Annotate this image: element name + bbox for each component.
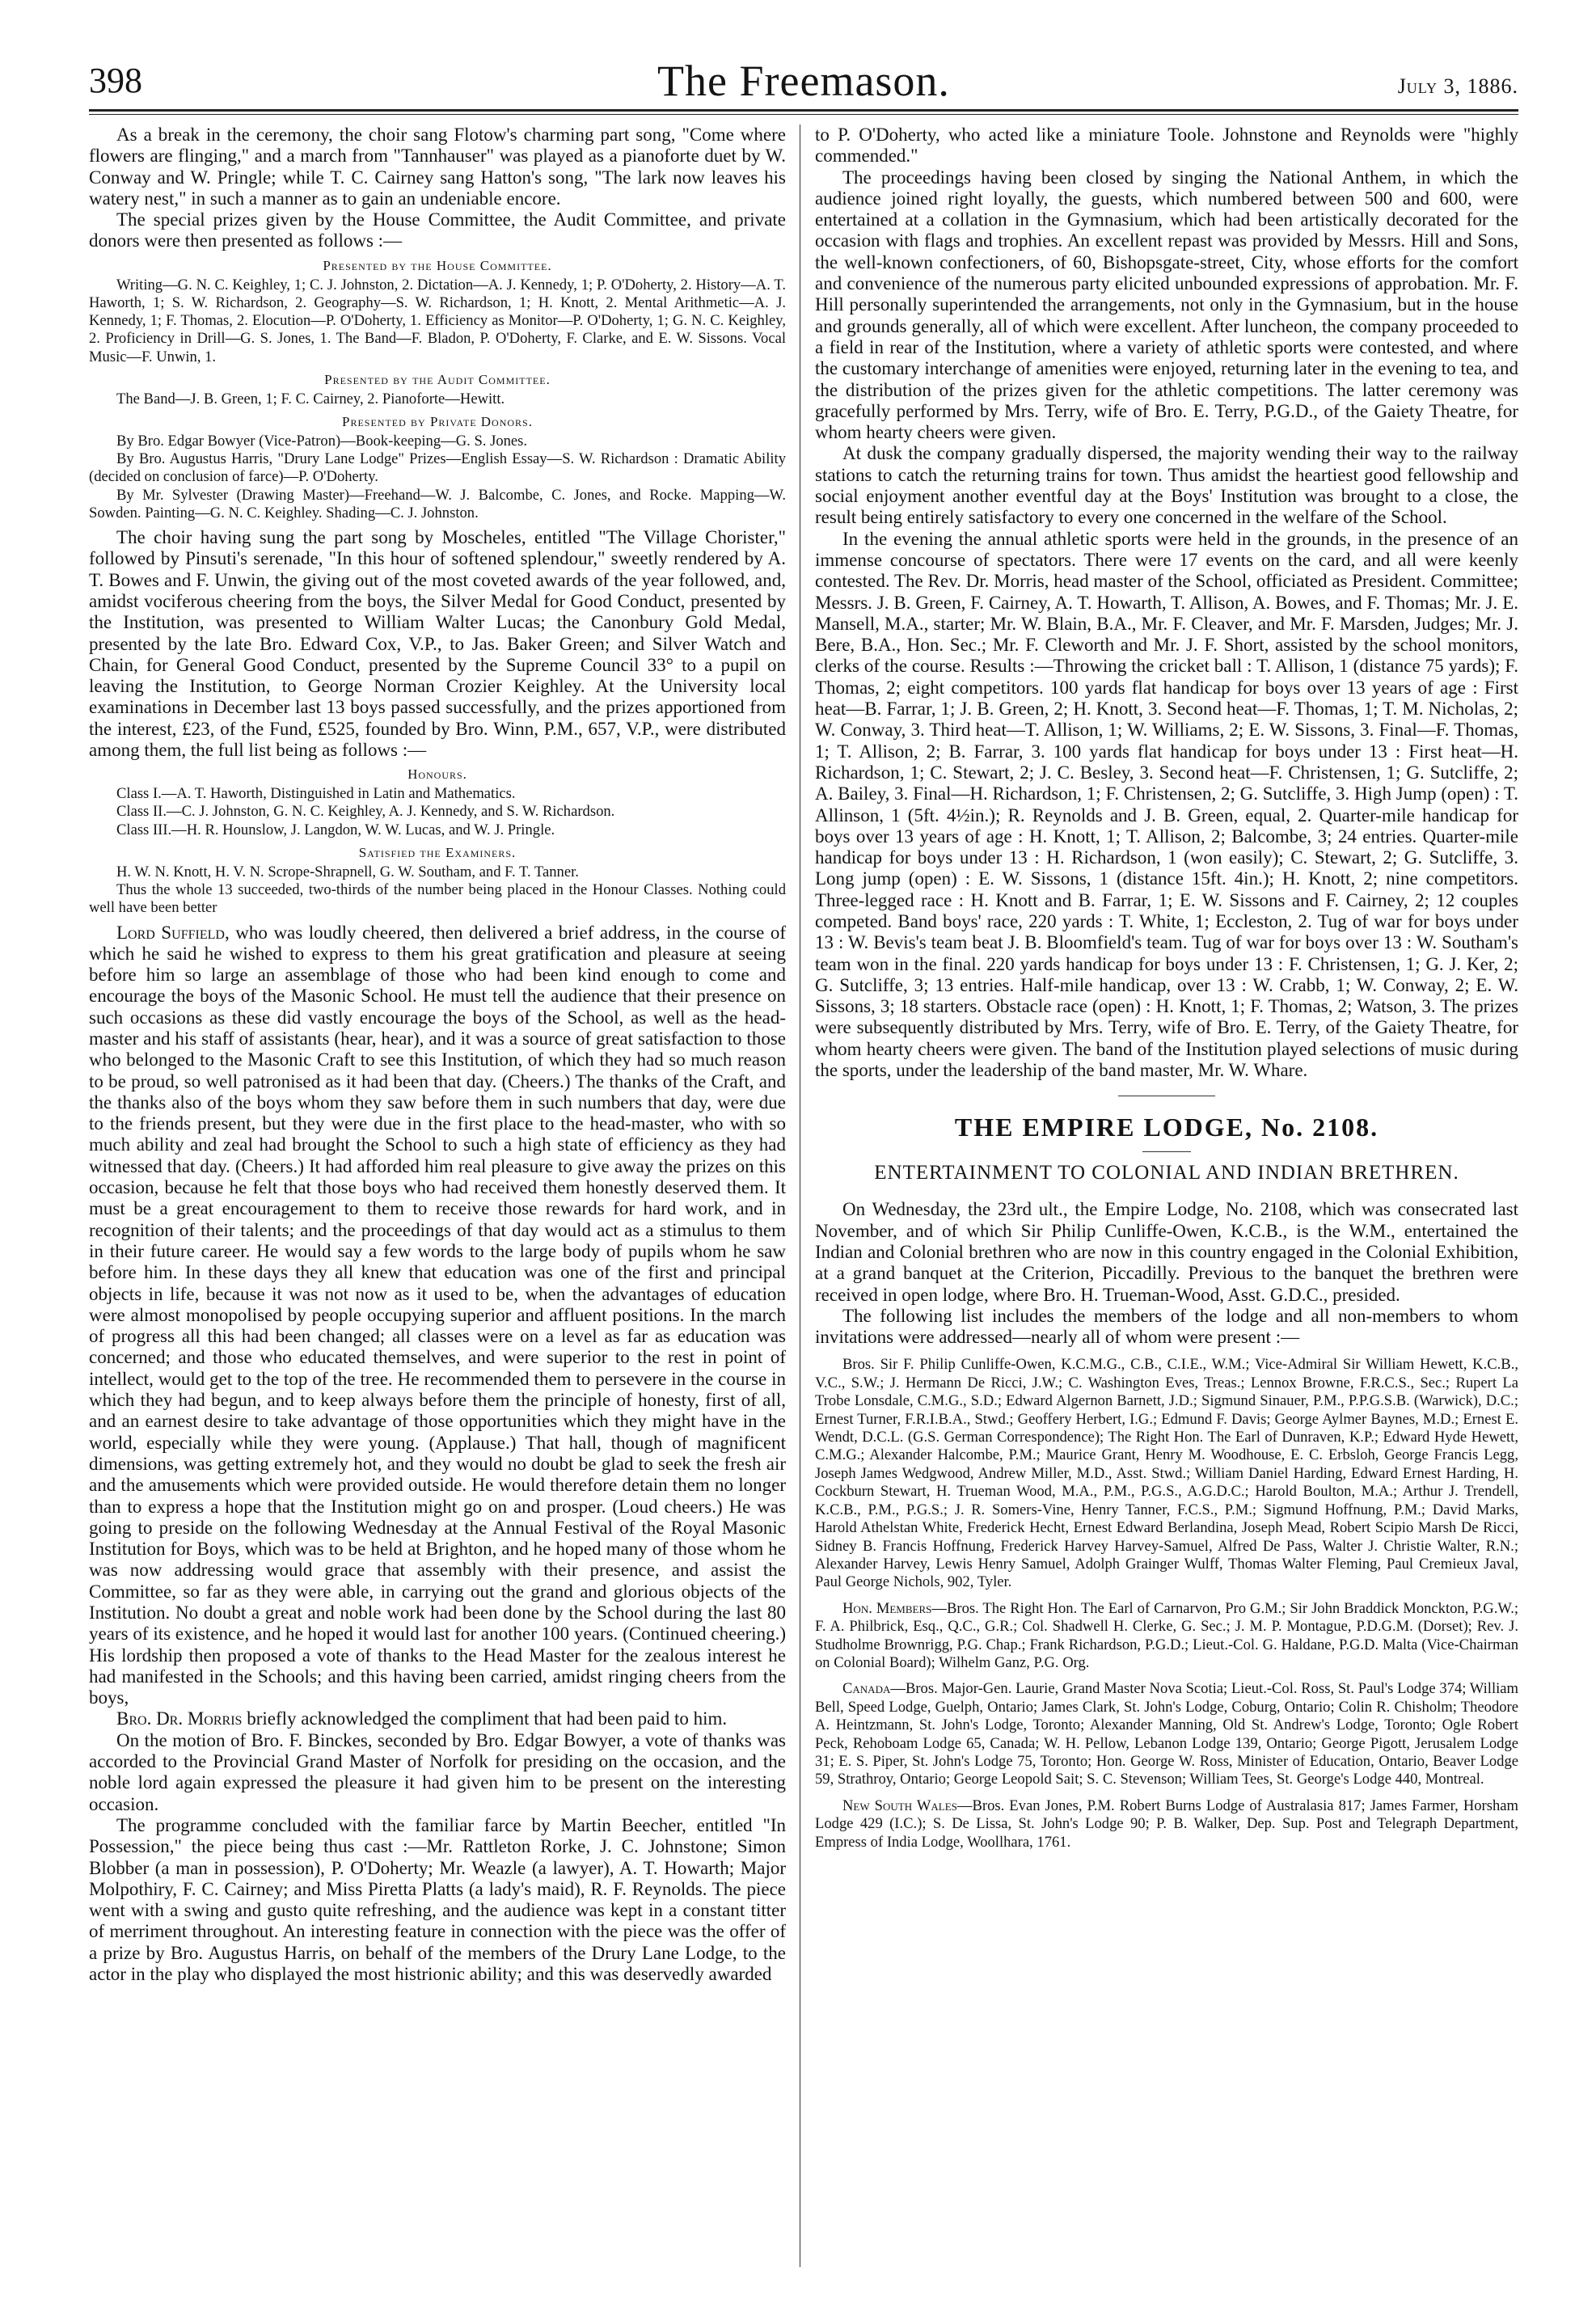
hon-members-list: —Bros. The Right Hon. The Earl of Carnarvon, Pro G.M.; Sir John Braddick Monckton, P.G.W.; F. A. Philbrick, Esq., Q.C., G.R.; Col. Shadwell H. Clerke, G. Sec.; J. M. P. Montague, P.D.G.M. (Dorset); Rev. J. Studholme Brownrigg, P.G. Chap.; Frank Richardson, P.G.D.; Lieut.-Col. G. Haldane, P.G.D. Malta (Vice-Chairman on Colonial Board); Wilhelm Ganz, P.G. Org. (815, 1599, 1519, 1671)
section-rule-short (1142, 1151, 1191, 1152)
hon-members-paragraph (815, 1600, 1518, 1673)
house-committee-heading: Presented by the House Committee. (323, 257, 552, 273)
private-donors-heading: Presented by Private Donors. (342, 414, 533, 429)
canada-paragraph (815, 1680, 1518, 1788)
proceedings-paragraph: The proceedings having been closed by singing the National Anthem, in which the audience joined right loyally, the guests, which numbered between 500 and 600, were entertained at a collation in the Gymnasium, which had been artistically decorated for the occasion with flags and trophies. An excellent repast was provided by Messrs. Hill and Sons, the well-known confectioners, of 60, Bishopsgate-street, City, whose efforts for the comfort and convenience of the numerous party elicited unbounded expressions of approbation. Mr. F. Hill personally superintended the arrangements, not only in the Gymnasium, but in the house and grounds generally, all of which were excellent. After luncheon, the company proceeded to a field in rear of the Institution, where a variety of athletic sports were contested, and where the customary interchange of amenities were enjoyed, returning later in the evening to tea, and the distribution of the prizes given for the athletic competitions. The latter ceremony was gracefully performed by Mrs. Terry, wife of Bro. E. Terry, P.G.D., of the Gaiety Theatre, for whom hearty cheers were given. (815, 167, 1518, 443)
intro-paragraph: As a break in the ceremony, the choir sang Flotow's charming part song, "Come where flowers are flinging," and a march from "Tannhauser" was played as a pianoforte duet by W. Conway and W. Pringle; while T. C. Cairney sang Hatton's song, "The lark now leaves his watery nest," in such a manner as to gain an undeniable encore. (89, 125, 786, 209)
honours-item: Class III.—H. R. Hounslow, J. Langdon, W. W. Lucas, and W. J. Pringle. (116, 821, 555, 838)
header-rule (89, 109, 1518, 112)
dusk-paragraph: At dusk the company gradually dispersed, the majority wending their way to the railway stations to catch the returning trains for town. Thus amidst the heartiest good fellowship and social enjoyment another eventful day at the Boys' Institution was brought to a close, the result being entirely satisfactory to every one concerned in the welfare of the School. (815, 443, 1518, 528)
empire-lodge-heading: THE EMPIRE LODGE, No. 2108. (954, 1113, 1379, 1142)
list-label: Canada (842, 1680, 891, 1698)
members-list: Bros. Sir F. Philip Cunliffe-Owen, K.C.M.G., C.B., C.I.E., W.M.; Vice-Admiral Sir William Hewett, K.C.B., V.C., S.W.; J. Hermann De Ricci, J.W.; C. Washington Eves, Treas.; Lennox Browne, F.R.C.S., Sec.; Rupert La Trobe Lonsdale, C.M.G., S.D.; Edward Algernon Barnett, J.D.; Sigmund Sinauer, P.M., P.P.G.S.B. (Warwick), D.C.; Ernest Turner, F.R.I.B.A., Stwd.; Geoffery Herbert, I.G.; Edmund F. Davis; George Aylmer Baynes, M.D.; Ernest E. Wendt, D.C.L. (G.S. German Correspondence); The Right Hon. The Earl of Dunraven, K.P.; Edward Hyde Hewett, C.M.G.; Alexander Halcombe, P.M.; Maurice Grant, Henry M. Woodhouse, E. C. Erbsloh, George Francis Legg, Joseph James Wedgwood, Andrew Miller, M.D., Asst. Stwd.; William Daniel Harding, Edward Ernest Harding, H. Cockburn Stewart, H. Trueman Wood, M.A., P.M., P.G.S., A.G.D.C.; Harold Boulton, M.A.; Arthur J. Trendell, K.C.B., P.M., P.G.S.; J. R. Somers-Vine, Henry Tanner, F.C.S., P.M.; Sigmund Hoffnung, P.M.; David Marks, Harold Athelstan White, Frederick Hecht, Ernest Edward Berlandina, Joseph Mead, Robert Scipio Marsh De Ricci, Sidney B. Francis Hoffnung, Frederick Harvey Harvey-Samuel, Alfred De Pass, Walter J. Christie Walter, R.N.; Alexander Harvey, Lewis Henry Samuel, Adolph Grainger Wulff, Thomas Walter Fleming, Paul Cremieux Javal, Paul George Nichols, 902, Tyler. (815, 1356, 1518, 1591)
private-donor-item: By Bro. Augustus Harris, "Drury Lane Lodge" Prizes—English Essay—S. W. Richardson : Dramatic Ability (decided on conclusion of farce)—P. O'Doherty. (89, 450, 786, 486)
motion-paragraph: On the motion of Bro. F. Binckes, seconded by Bro. Edgar Bowyer, a vote of thanks was accorded to the Provincial Grand Master of Norfolk for presiding on the occasion, and the noble lord again expressed the pleasure it had given him to be present on the interesting occasion. (89, 1729, 786, 1814)
issue-date: July 3, 1886. (1397, 74, 1518, 98)
left-column (89, 125, 786, 1985)
satisfied-list: H. W. N. Knott, H. V. N. Scrope-Shrapnell, G. W. Southam, and F. T. Tanner. (116, 863, 579, 880)
list-label: Hon. Members (842, 1599, 932, 1617)
list-intro-paragraph: The following list includes the members of the lodge and all non-members to whom invitations were addressed—nearly all of whom were present :— (815, 1305, 1518, 1348)
audit-committee-list: The Band—J. B. Green, 1; F. C. Cairney, 2. Pianoforte—Hewitt. (116, 390, 505, 407)
choir-paragraph: The choir having sung the part song by Moscheles, entitled "The Village Chorister," followed by Pinsuti's serenade, "In this hour of softened splendour," sweetly rendered by A. T. Bowes and F. Unwin, the giving out of the most coveted awards of the year followed, and, amidst vociferous cheering from the boys, the Silver Medal for Good Conduct, presented by the Institution, was presented to William Walter Lucas; the Canonbury Gold Medal, presented by the late Bro. Edward Cox, V.P., to Jas. Baker Green; and Silver Watch and Chain, for General Good Conduct, presented by the Supreme Council 33° to a pupil on leaving the Institution, to George Norman Crozier Keighley. At the University local examinations in December last 13 boys passed successfully, and the prizes apportioned from the interest, £23, of the Fund, £525, founded by Bro. Winn, P.M., 657, V.P., were distributed among them, the full list being as follows :— (89, 527, 786, 760)
morris-paragraph (89, 1708, 786, 1729)
satisfied-heading: Satisfied the Examiners. (358, 844, 517, 860)
honours-item: Class I.—A. T. Haworth, Distinguished in Latin and Mathematics. (116, 785, 516, 803)
suffield-paragraph (89, 923, 786, 1709)
programme-paragraph: The programme concluded with the familiar farce by Martin Beecher, entitled "In Possession," the piece being thus cast :—Mr. Rattleton Rorke, J. C. Johnstone; Simon Blobber (a man in possession), P. O'Doherty; Mr. Weazle (a lawyer), A. T. Howarth; Major Molpothiry, F. C. Cairney; and Miss Piretta Platts (a lady's maid), R. F. Reynolds. The piece went with a swing and gusto quite refreshing, and the audience was kept in a constant titter of merriment throughout. An interesting feature in connection with the piece was the offer of a prize by Bro. Augustus Harris, on behalf of the members of the Drury Lane Lodge, to the actor in the play who displayed the most histrionic ability; and this was deservedly awarded (89, 1814, 786, 1985)
satisfied-note: Thus the whole 13 succeeded, two-thirds of the number being placed in the Honour Classes. Nothing could well have been better (89, 881, 786, 917)
continuation-paragraph: to P. O'Doherty, who acted like a miniature Toole. Johnstone and Reynolds were "highly commended." (815, 125, 1518, 167)
nsw-list: —Bros. Evan Jones, P.M. Robert Burns Lodge of Australasia 817; James Farmer, Horsham Lodge 429 (I.C.); S. De Lissa, St. John's Lodge 90; P. B. Walker, Dep. Sup. Post and Telegraph Department, Empress of India Lodge, Woollhara, 1761. (815, 1797, 1518, 1851)
list-label: New South Wales (842, 1797, 957, 1814)
page-header (89, 57, 1518, 107)
speaker-name: Bro. Dr. Morris (116, 1708, 243, 1729)
suffield-text: who was loudly cheered, then delivered a brief address, in the course of which he said he wished to express to them his great gratification and pleasure at seeing before him so large an assemblage of those who had been kind enough to come and encourage the boys of the Masonic School. He must tell the audience that their presence on such occasions as these did vastly encourage the boys of the School, as well as the head-master and his staff of assistants (hear, hear), and it was a source of great satisfaction to those who belonged to the Masonic Craft to see this Institution, of which they had so much reason to be proud, so well patronised as it had been that day. (Cheers.) The thanks of the Craft, and the thanks also of the boys whom they saw before them in such numbers that day, were due to the friends present, but they were due in the first place to the head-master, who with so much ability and zeal had brought the School to such a high state of efficiency as they had witnessed that day. (Cheers.) It had afforded him real pleasure to give away the prizes on this occasion, because he felt that those boys who had received them honestly deserved them. It must be a great encouragement to them to receive those rewards for hard work, and in recognition of their talents; and the proceedings of that day would act as a stimulus to them in their future career. He would say a few words to the large body of pupils whom he saw before him. In these days they all knew that education was one of the first and principal objects in life, because it was not now as it used to be, when the advantages of education were almost monopolised by people occupying superior and affluent positions. In the march of progress all this had been changed; all classes were on a level as far as education was concerned; and those who educated themselves, and were superior to the rest in point of intellect, would get to the top of the tree. He recommended them to persevere in the course in which they had begun, and to keep always before them the principle of honesty, first of all, and an earnest desire to take advantage of those opportunities which they might have in the world, especially while they were young. (Applause.) That hall, though of magnificent dimensions, was getting extremely hot, and they would no doubt be glad to seek the fresh air and the amusements which were provided outside. He would therefore detain them no longer than to express a hope that the Institution might go on and prosper. (Loud cheers.) He was going to preside on the following Wednesday at the Annual Festival of the Royal Masonic Institution for Boys, which was to be held at Brighton, and he hoped many of those whom he was now addressing would grace that assembly with their presence, and assist the Committee, so far as they were able, in carrying out the grand and glorious objects of the Institution. No doubt a great and noble work had been done by the School during the last 80 years of its existence, and he hoped it would last for another 100 years. (Continued cheering.) His lordship then proposed a vote of thanks to the Head Master for the zealous interest he had manifested in the Schools; and this having been carried, amidst ringing cheers from the boys, (89, 922, 787, 1708)
honours-item: Class II.—C. J. Johnston, G. N. C. Keighley, A. J. Kennedy, and S. W. Richardson. (116, 803, 615, 821)
honours-heading: Honours. (407, 766, 467, 783)
house-committee-list: Writing—G. N. C. Keighley, 1; C. J. Johnston, 2. Dictation—A. J. Kennedy, 1; P. O'Doherty, 2. History—A. T. Haworth, 1; S. W. Richardson, 2. Geography—S. W. Richardson, 1; H. Knott, 2. Mental Arithmetic—A. J. Kennedy, 1; F. Thomas, 2. Elocution—P. O'Doherty, 1. Efficiency as Monitor—P. O'Doherty, 1; G. N. C. Keighley, 2. Proficiency in Drill—G. S. Jones, 1. The Band—F. Bladon, P. O'Doherty, F. Clarke, and E. W. Sissons. Vocal Music—F. Unwin, 1. (89, 276, 786, 365)
empire-paragraph: On Wednesday, the 23rd ult., the Empire Lodge, No. 2108, which was consecrated last November, and of which Sir Philip Cunliffe-Owen, K.C.B., is the W.M., entertained the Indian and Colonial brethren who are now in this country engaged in the Colonial Exhibition, at a grand banquet at the Criterion, Piccadilly. Previous to the banquet the brethren were received in open lodge, where Bro. H. Trueman-Wood, Asst. G.D.C., presided. (815, 1199, 1518, 1305)
sports-paragraph: In the evening the annual athletic sports were held in the grounds, in the presence of an immense concourse of spectators. There were 17 events on the card, and all were keenly contested. The Rev. Dr. Morris, head master of the School, officiated as President. Committee; Messrs. J. B. Green, F. Cairney, A. T. Howarth, T. Allison, A. Bowes, and F. Thomas; Mr. J. E. Mansell, M.A., starter; Mr. W. Blain, B.A., Mr. F. Cleaver, and Mr. F. Marsden, Judges; Mr. J. Bere, B.A., Hon. Sec.; Mr. F. Cleworth and Mr. J. F. Short, assisted by the school monitors, clerks of the course. Results :—Throwing the cricket ball : T. Allison, 1 (distance 75 yards); F. Thomas, 2; eight competitors. 100 yards flat handicap for boys over 13 years of age : First heat—B. Farrar, 1; J. B. Green, 2; H. Knott, 3. Second heat—F. Thomas, 1; T. M. Nicholas, 2; W. Conway, 3. Third heat—T. Allison, 1; W. Williams, 2; E. W. Sissons, 3. Final—F. Thomas, 1; T. Allison, 2; B. Farrar, 3. 100 yards flat handicap for boys under 13 : First heat—H. Richardson, 1; C. Stewart, 2; J. C. Besley, 3. Second heat—F. Christensen, 1; G. Sutcliffe, 2; A. Bailey, 3. Final—H. Richardson, 1; F. Christensen, 2; G. Sutcliffe, 3. High Jump (open) : T. Allinson, 1 (5ft. 4½in.); R. Reynolds and J. B. Green, equal, 2. Quarter-mile handicap for boys over 13 years of age : H. Knott, 1; T. Allison, 2; Balcombe, 3; 24 entries. Quarter-mile handicap for boys under 13 : H. Richardson, 1 (won easily); C. Stewart, 2; G. Sutcliffe, 3. Long jump (open) : E. W. Sissons, 1 (distance 15ft. 4in.); H. Knott, 2; nine competitors. Three-legged race : H. Knott and B. Farrar, 1; E. W. Sissons and F. Cairney, 2; 12 couples competed. Band boys' race, 220 yards : T. White, 1; Eccleston, 2. Tug of war for boys under 13 : W. Bevis's team beat J. B. Bloomfield's team. Tug of war for boys over 13 : W. Southam's team won in the final. 220 yards handicap for boys under 13 : F. Christensen, 1; G. J. Ker, 2; G. Sutcliffe, 3; 13 entries. Half-mile handicap, over 13 : W. Crabb, 1; W. Conway, 2; E. W. Sissons, 3; 18 starters. Obstacle race (open) : H. Knott, 1; F. Thomas, 2; Watson, 3. The prizes were subsequently distributed by Mrs. Terry, wife of Bro. E. Terry, of the Gaiety Theatre, for whom hearty cheers were given. The band of the Institution played selections of music during the sports, under the leadership of the band master, Mr. W. Whare. (815, 528, 1518, 1081)
morris-text: briefly acknowledged the compliment that had been paid to him. (247, 1708, 728, 1729)
header-rule-thin (89, 114, 1518, 115)
canada-list: —Bros. Major-Gen. Laurie, Grand Master Nova Scotia; Lieut.-Col. Ross, St. Paul's Lodge 374; William Bell, Speed Lodge, Guelph, Ontario; James Clark, St. John's Lodge, Coburg, Ontario; Colin R. Chisholm; Theodore A. Heintzmann, St. John's Lodge, Toronto; Alexander Manning, Old St. Andrew's Lodge, Toronto; Ogle Robert Peck, Rehoboam Lodge 65, Canada; W. H. Pellow, Lebanon Lodge 139, Ontario; George Pigott, Jerusalem Lodge 31; E. S. Piper, St. John's Lodge 75, Toronto; Hon. George W. Ross, Minister of Education, Ontario, Beaver Lodge 59, Strathroy, Ontario; George Leopold Sait; S. C. Stevenson; William Tees, St. George's Lodge 440, Montreal. (815, 1680, 1518, 1788)
page-number: 398 (89, 61, 142, 100)
private-donor-item: By Bro. Edgar Bowyer (Vice-Patron)—Book-keeping—G. S. Jones. (116, 433, 528, 450)
audit-committee-heading: Presented by the Audit Committee. (324, 371, 551, 387)
empire-lodge-subheading: ENTERTAINMENT TO COLONIAL AND INDIAN BRETHREN. (874, 1162, 1459, 1184)
nsw-paragraph (815, 1797, 1518, 1852)
newspaper-title: The Freemason. (657, 57, 950, 105)
right-column (815, 125, 1518, 1860)
private-donor-item: By Mr. Sylvester (Drawing Master)—Freehand—W. J. Balcombe, C. Jones, and Rocke. Mapping—W. Sowden. Painting—G. N. C. Keighley. Shading—C. J. Johnston. (89, 486, 786, 521)
speaker-name: Lord Suffield, (116, 922, 230, 943)
prizes-intro: The special prizes given by the House Committee, the Audit Committee, and private donors were then presented as follows :— (89, 209, 786, 251)
